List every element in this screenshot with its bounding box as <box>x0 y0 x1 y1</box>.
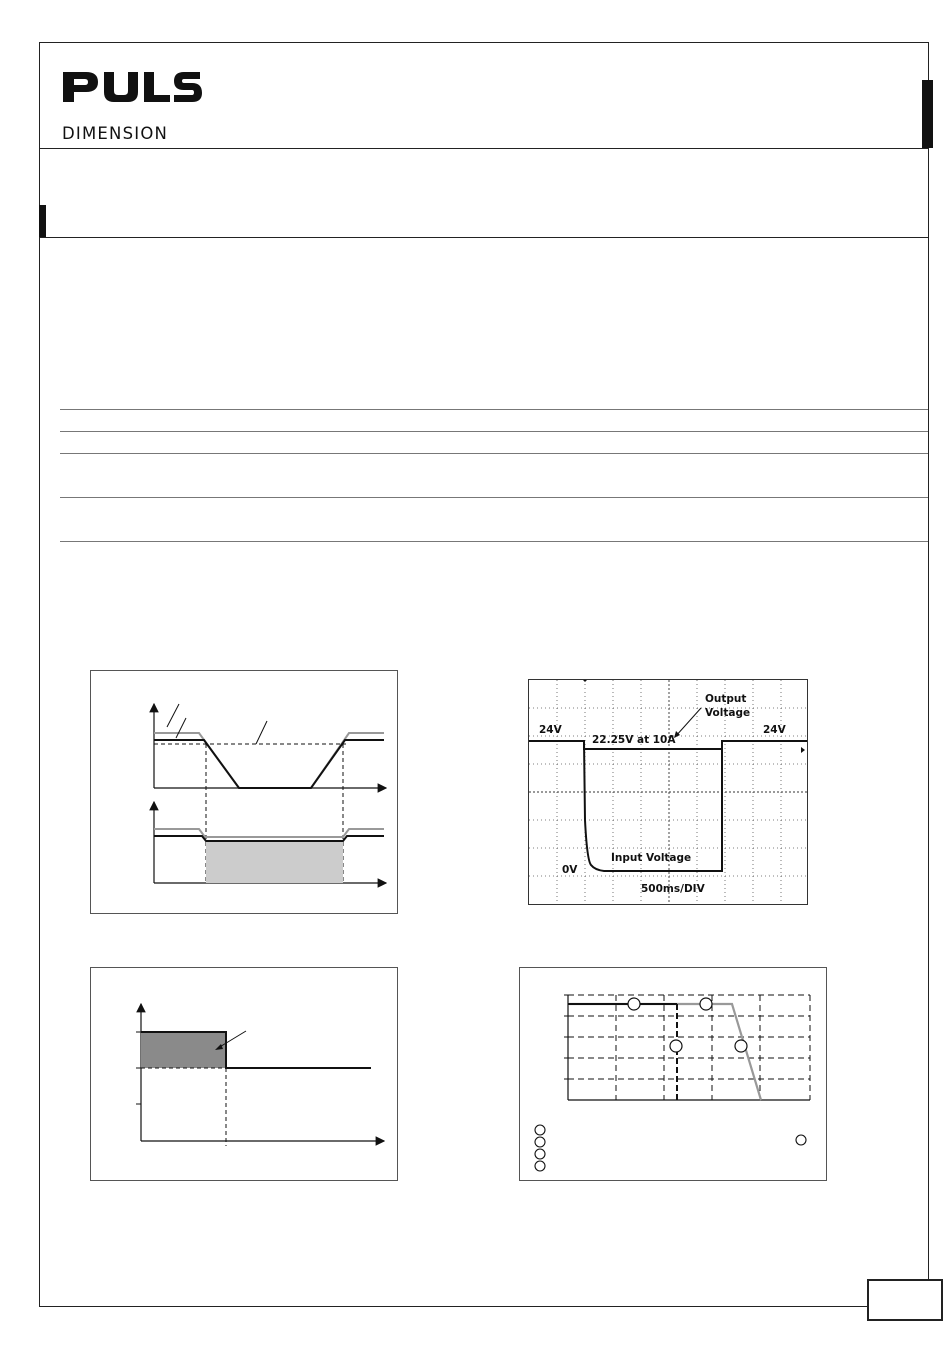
title-separator <box>39 237 929 238</box>
scope-panel <box>528 679 808 905</box>
puls-logo <box>60 62 208 142</box>
peak-current-diagram <box>91 968 397 1180</box>
table-rule <box>60 497 928 498</box>
holdup-area <box>206 841 343 883</box>
title-marker <box>39 205 46 238</box>
table-rule <box>60 541 928 542</box>
output-voltage-label-1: Output <box>705 693 747 705</box>
table-rule <box>60 409 928 410</box>
output-voltage-label-2: Voltage <box>705 707 751 719</box>
brand-subtitle: DIMENSION <box>62 124 169 142</box>
input-voltage-label: Input Voltage <box>611 852 692 864</box>
table-rule <box>60 453 928 454</box>
peak-current-panel <box>90 967 398 1181</box>
peak-area <box>141 1032 226 1068</box>
page-number-box <box>867 1279 943 1321</box>
derating-panel <box>519 967 827 1181</box>
zero-label: 0V <box>562 864 578 876</box>
scope-capture <box>529 680 807 904</box>
timing-diagram <box>91 671 397 913</box>
derating-chart <box>520 968 826 1180</box>
scope-right-label: 24V <box>763 724 786 736</box>
section-tab-marker <box>922 80 933 148</box>
header-separator <box>39 148 929 149</box>
scope-left-label: 24V <box>539 724 562 736</box>
timebase-label: 500ms/DIV <box>641 883 705 895</box>
timing-diagram-panel <box>90 670 398 914</box>
table-rule <box>60 431 928 432</box>
dip-label: 22.25V at 10A <box>592 734 676 746</box>
